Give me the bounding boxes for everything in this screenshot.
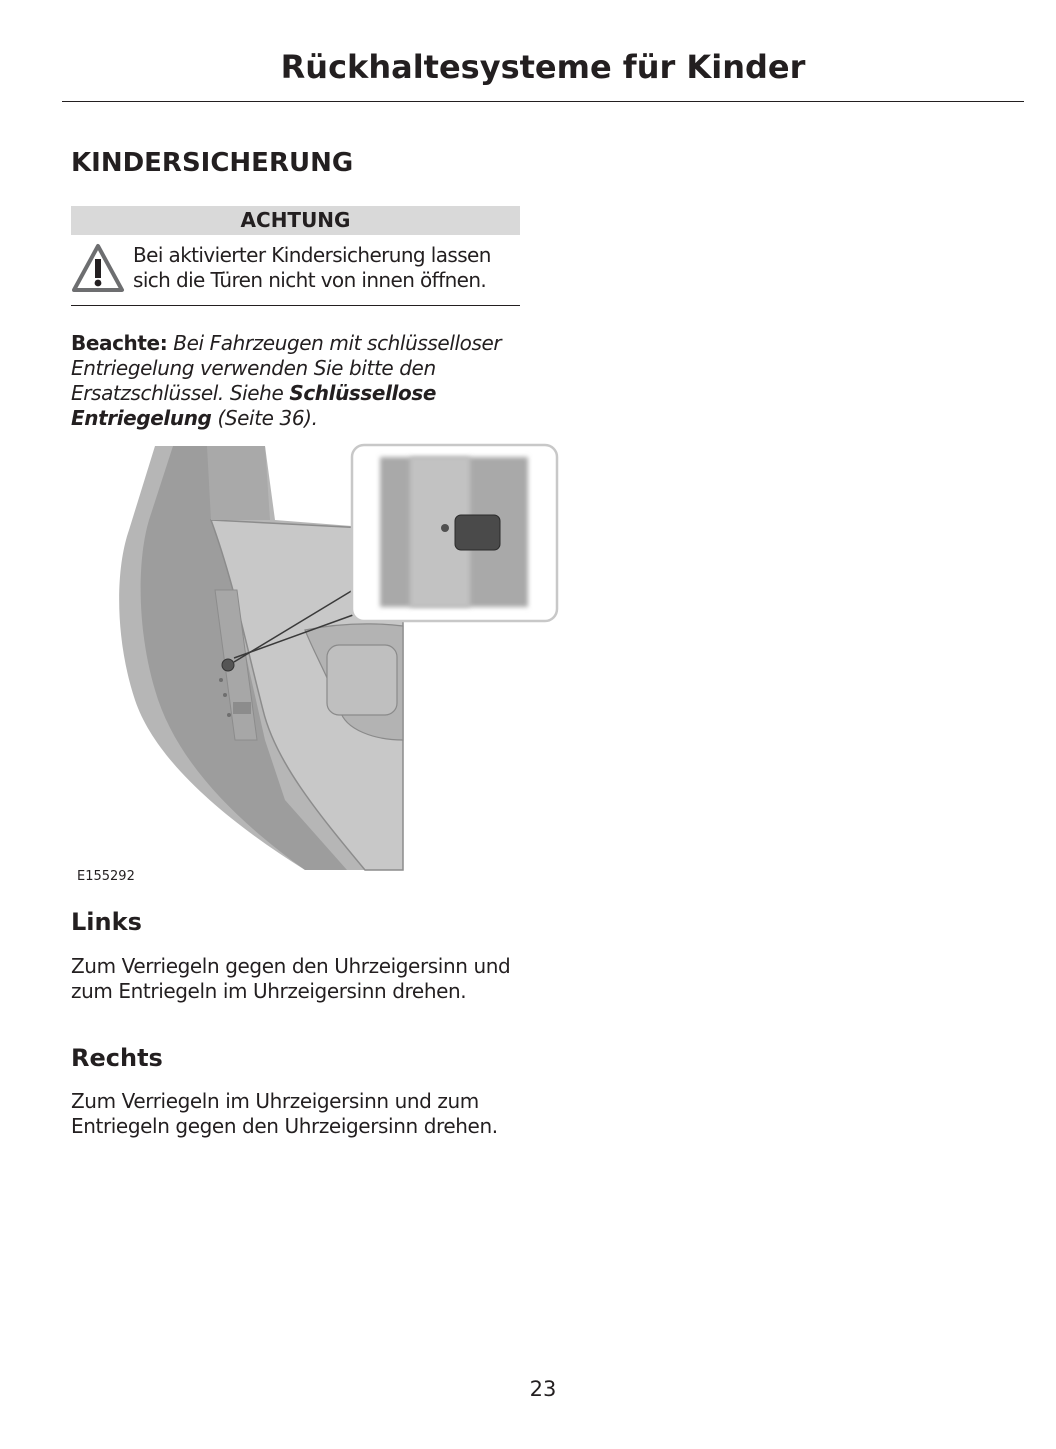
header-divider — [62, 101, 1024, 102]
note-page-reference: (Seite 36). — [217, 406, 318, 430]
left-instructions: Zum Verriegeln gegen den Uhrzeigersinn und zum Entriegeln im Uhrzeigersinn drehen. — [71, 954, 511, 1003]
warning-text: Bei aktivierter Kindersicherung lassen sich die Türen nicht von innen öffnen. — [133, 243, 491, 292]
page-number: 23 — [529, 1377, 557, 1401]
section-title: KINDERSICHERUNG — [71, 148, 354, 178]
figure-id: E155292 — [77, 869, 135, 884]
note-paragraph — [71, 331, 526, 431]
heading-right: Rechts — [71, 1044, 163, 1072]
note-cross-reference: Schlüssellose Entriegelung — [71, 381, 437, 430]
page-title: Rückhaltesysteme für Kinder — [280, 48, 806, 86]
warning-heading: ACHTUNG — [71, 206, 520, 235]
right-instructions: Zum Verriegeln im Uhrzeigersinn und zum Entriegeln gegen den Uhrzeigersinn drehen. — [71, 1089, 498, 1138]
note-label: Beachte: — [71, 331, 168, 355]
warning-divider — [71, 305, 520, 306]
warning-triangle-icon — [71, 243, 125, 293]
door-child-lock-illustration — [115, 440, 560, 874]
heading-left: Links — [71, 908, 142, 936]
note-text: Bei Fahrzeugen mit schlüsselloser Entriegelung verwenden Sie bitte den Ersatzschlüssel. Siehe — [71, 331, 502, 405]
